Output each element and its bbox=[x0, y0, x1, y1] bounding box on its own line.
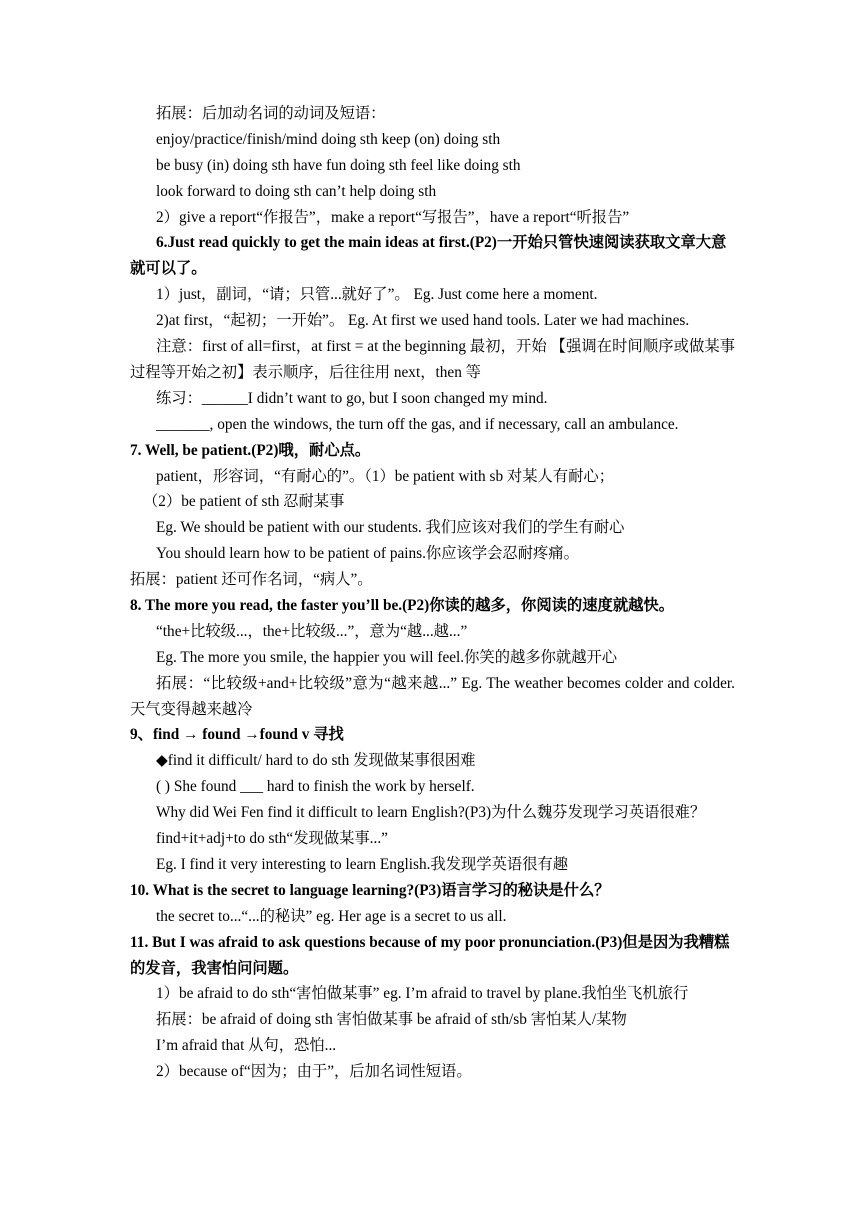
exercise-line: _______, open the windows, the turn off the gas, and if necessary, call an ambulance. bbox=[156, 415, 679, 433]
text-paragraph: Why did Wei Fen find it difficult to learn English?(P3)为什么魏芬发现学习英语很难？ bbox=[156, 804, 706, 822]
text-line: look forward to doing sth can’t help doing sth bbox=[156, 182, 437, 200]
section-heading-7: 7. Well, be patient.(P2)哦，耐心点。 bbox=[130, 441, 371, 459]
exercise-line: 练习：______I didn’t want to go, but I soon changed my mind. bbox=[156, 389, 548, 407]
text-line: the secret to...“...的秘诀” eg. Her age is a secret to us all. bbox=[156, 907, 507, 925]
section-heading-6: 6.Just read quickly to get the main ideas at first.(P2)一开始只管快速阅读获取文章大意就可以了。 bbox=[130, 234, 727, 278]
text-line: Eg. The more you smile, the happier you will feel.你笑的越多你就越开心 bbox=[156, 648, 618, 666]
text-line: 2）give a report“作报告”，make a report“写报告”，have a report“听报告” bbox=[156, 208, 630, 226]
expansion-heading-gerund-verbs: 拓展：后加动名词的动词及短语： bbox=[156, 105, 386, 122]
text-line: （2）be patient of sth 忍耐某事 bbox=[143, 493, 345, 511]
document-body bbox=[130, 101, 735, 1085]
text-line: ◆find it difficult/ hard to do sth 发现做某事很困难 bbox=[156, 752, 476, 770]
text-line: patient，形容词，“有耐心的”。（1）be patient with sb 对某人有耐心； bbox=[156, 467, 615, 485]
text-line: 2)at first，“起初；一开始”。 Eg. At first we used hand tools. Later we had machines. bbox=[156, 312, 690, 330]
text-line: 拓展：be afraid of doing sth 害怕做某事 be afraid of sth/sb 害怕某人/某物 bbox=[156, 1011, 627, 1029]
section-heading-9: 9、find → found →found v 寻找 bbox=[130, 726, 344, 744]
text-line: Eg. We should be patient with our students. 我们应该对我们的学生有耐心 bbox=[156, 519, 625, 537]
note-paragraph: 注意：first of all=first，at first = at the beginning 最初，开始 【强调在时间顺序或做某事过程等开始之初】表示顺序，后往往用 next，then 等 bbox=[130, 338, 735, 381]
text-line: I’m afraid that 从句，恐怕... bbox=[156, 1037, 337, 1055]
text-line: 2）because of“因为；由于”，后加名词性短语。 bbox=[156, 1063, 472, 1081]
text-line: enjoy/practice/finish/mind doing sth keep (on) doing sth bbox=[156, 130, 501, 148]
text-line: “the+比较级...，the+比较级...”，意为“越...越...” bbox=[156, 622, 468, 640]
section-heading-10: 10. What is the secret to language learning?(P3)语言学习的秘诀是什么？ bbox=[130, 881, 610, 899]
text-line: find+it+adj+to do sth“发现做某事...” bbox=[156, 830, 388, 848]
text-line: 1）just，副词，“请；只管...就好了”。 Eg. Just come here a moment. bbox=[156, 286, 598, 304]
text-line: be busy (in) doing sth have fun doing sth feel like doing sth bbox=[156, 156, 521, 174]
text-line: 拓展：patient 还可作名词，“病人”。 bbox=[130, 571, 373, 589]
exercise-line: ( ) She found ___ hard to finish the work by herself. bbox=[156, 778, 475, 796]
text-line: 1）be afraid to do sth“害怕做某事” eg. I’m afraid to travel by plane.我怕坐飞机旅行 bbox=[156, 985, 689, 1003]
expansion-paragraph: 拓展：“比较级+and+比较级”意为“越来越...” Eg. The weather becomes colder and colder.天气变得越来越冷 bbox=[130, 674, 735, 718]
text-line: You should learn how to be patient of pains.你应该学会忍耐疼痛。 bbox=[156, 545, 579, 563]
text-line: Eg. I find it very interesting to learn English.我发现学英语很有趣 bbox=[156, 855, 569, 873]
section-heading-8: 8. The more you read, the faster you’ll be.(P2)你读的越多，你阅读的速度就越快。 bbox=[130, 596, 675, 614]
section-heading-11: 11. But I was afraid to ask questions because of my poor pronunciation.(P3)但是因为我糟糕的发音，我害怕问问题。 bbox=[130, 933, 730, 977]
